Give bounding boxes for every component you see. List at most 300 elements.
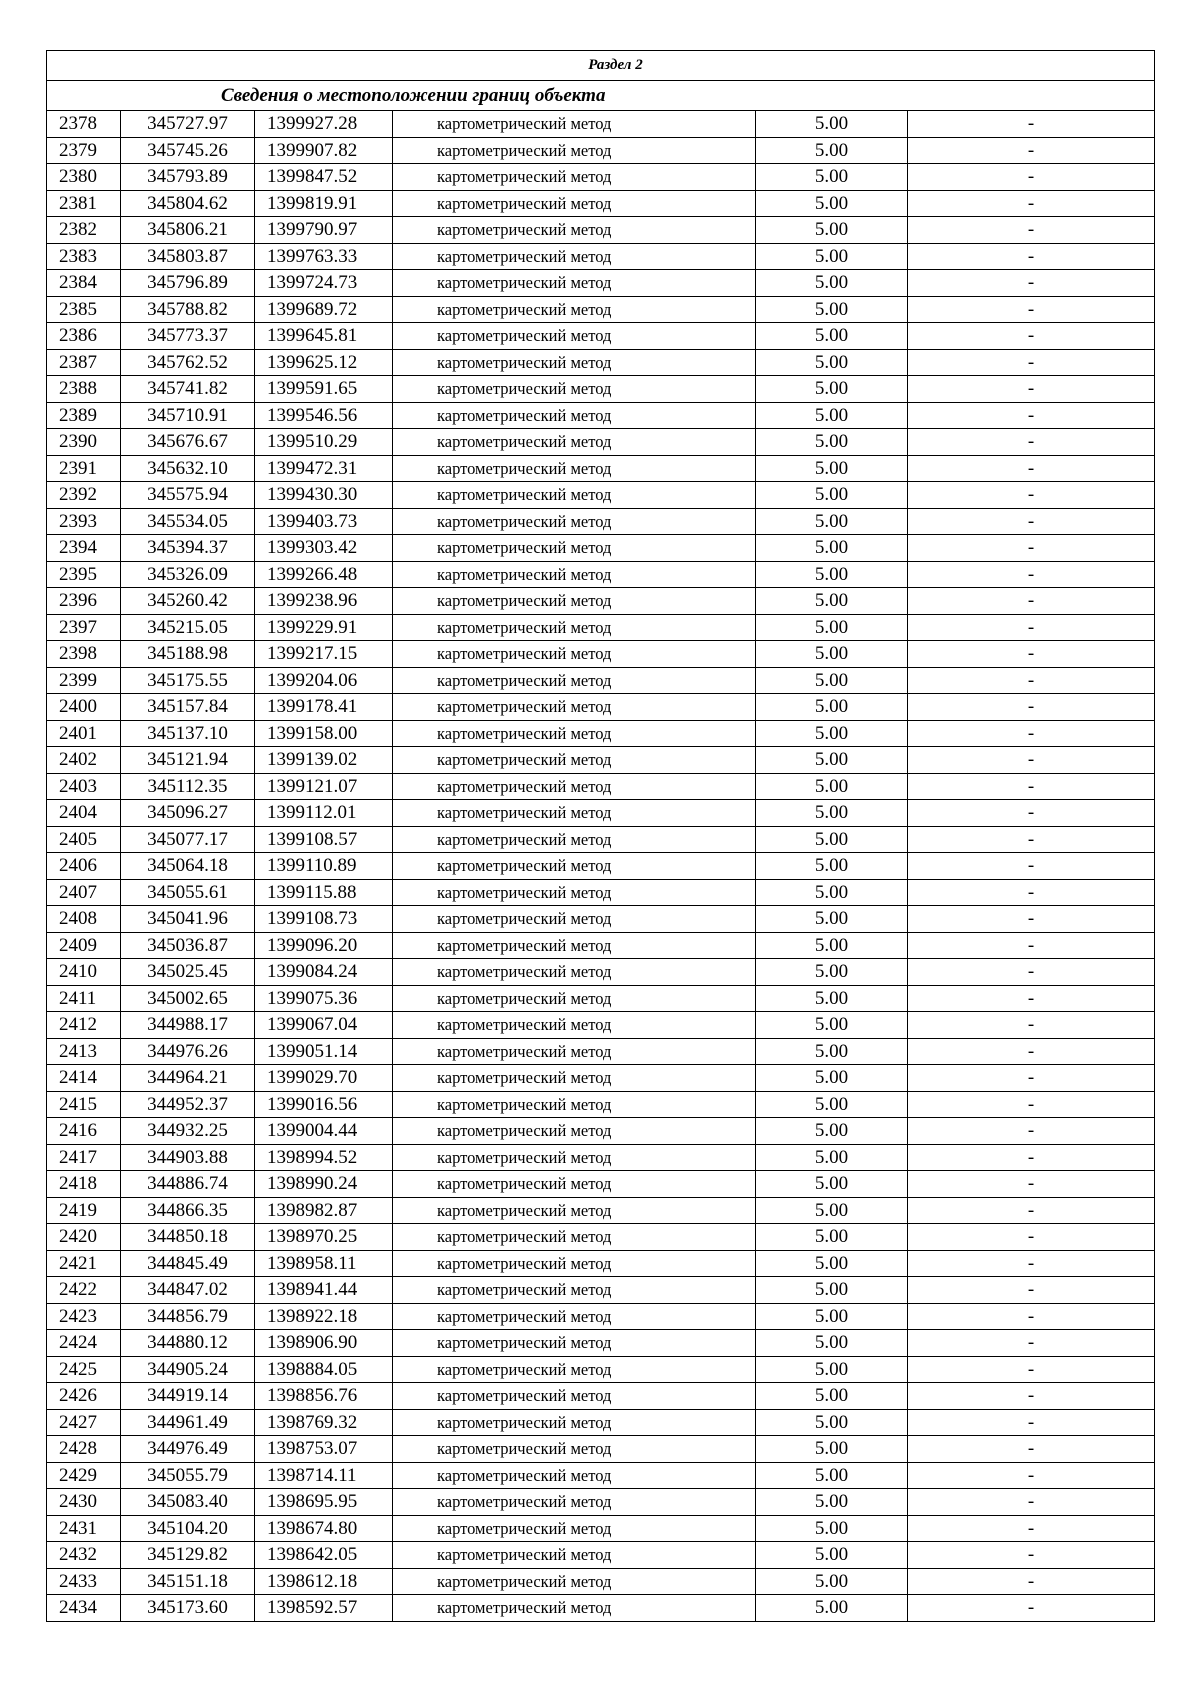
accuracy-cell: 5.00 [756, 747, 908, 774]
coord-y-cell: 1398592.57 [255, 1595, 393, 1622]
method-cell: картометрический метод [393, 137, 756, 164]
description-cell: - [908, 296, 1155, 323]
method-cell: картометрический метод [393, 455, 756, 482]
description-cell: - [908, 879, 1155, 906]
table-row [47, 641, 1155, 668]
method-cell: картометрический метод [393, 985, 756, 1012]
coord-x-cell: 345188.98 [121, 641, 255, 668]
coord-y-cell: 1399204.06 [255, 667, 393, 694]
point-number-cell: 2394 [47, 535, 121, 562]
table-row [47, 1409, 1155, 1436]
description-cell: - [908, 1436, 1155, 1463]
coord-y-cell: 1399178.41 [255, 694, 393, 721]
coord-x-cell: 344919.14 [121, 1383, 255, 1410]
point-number-cell: 2419 [47, 1197, 121, 1224]
method-cell: картометрический метод [393, 1012, 756, 1039]
accuracy-cell: 5.00 [756, 1489, 908, 1516]
coord-x-cell: 344988.17 [121, 1012, 255, 1039]
coord-x-cell: 345575.94 [121, 482, 255, 509]
accuracy-cell: 5.00 [756, 455, 908, 482]
table-row [47, 1171, 1155, 1198]
accuracy-cell: 5.00 [756, 137, 908, 164]
point-number-cell: 2408 [47, 906, 121, 933]
accuracy-cell: 5.00 [756, 508, 908, 535]
description-cell: - [908, 1409, 1155, 1436]
description-cell: - [908, 641, 1155, 668]
description-cell: - [908, 773, 1155, 800]
point-number-cell: 2428 [47, 1436, 121, 1463]
description-cell: - [908, 853, 1155, 880]
table-row [47, 376, 1155, 403]
method-cell: картометрический метод [393, 906, 756, 933]
coord-y-cell: 1398753.07 [255, 1436, 393, 1463]
point-number-cell: 2410 [47, 959, 121, 986]
accuracy-cell: 5.00 [756, 323, 908, 350]
table-row [47, 1462, 1155, 1489]
table-row [47, 667, 1155, 694]
method-cell: картометрический метод [393, 323, 756, 350]
point-number-cell: 2395 [47, 561, 121, 588]
coord-x-cell: 345157.84 [121, 694, 255, 721]
method-cell: картометрический метод [393, 667, 756, 694]
accuracy-cell: 5.00 [756, 270, 908, 297]
point-number-cell: 2400 [47, 694, 121, 721]
method-cell: картометрический метод [393, 561, 756, 588]
method-cell: картометрический метод [393, 1568, 756, 1595]
table-row [47, 932, 1155, 959]
method-cell: картометрический метод [393, 217, 756, 244]
description-cell: - [908, 429, 1155, 456]
method-cell: картометрический метод [393, 588, 756, 615]
method-cell: картометрический метод [393, 270, 756, 297]
table-row [47, 349, 1155, 376]
point-number-cell: 2392 [47, 482, 121, 509]
section-label-row [47, 51, 1155, 81]
point-number-cell: 2431 [47, 1515, 121, 1542]
table-row [47, 1356, 1155, 1383]
coord-y-cell: 1399110.89 [255, 853, 393, 880]
accuracy-cell: 5.00 [756, 1091, 908, 1118]
point-number-cell: 2388 [47, 376, 121, 403]
table-row [47, 164, 1155, 191]
coord-x-cell: 345215.05 [121, 614, 255, 641]
accuracy-cell: 5.00 [756, 429, 908, 456]
method-cell: картометрический метод [393, 773, 756, 800]
description-cell: - [908, 137, 1155, 164]
description-cell: - [908, 1144, 1155, 1171]
method-cell: картометрический метод [393, 1383, 756, 1410]
accuracy-cell: 5.00 [756, 1356, 908, 1383]
coord-x-cell: 345793.89 [121, 164, 255, 191]
coord-x-cell: 345112.35 [121, 773, 255, 800]
method-cell: картометрический метод [393, 694, 756, 721]
coord-x-cell: 344847.02 [121, 1277, 255, 1304]
description-cell: - [908, 800, 1155, 827]
description-cell: - [908, 535, 1155, 562]
point-number-cell: 2427 [47, 1409, 121, 1436]
coord-y-cell: 1398612.18 [255, 1568, 393, 1595]
method-cell: картометрический метод [393, 1356, 756, 1383]
table-row [47, 1224, 1155, 1251]
description-cell: - [908, 747, 1155, 774]
description-cell: - [908, 164, 1155, 191]
accuracy-cell: 5.00 [756, 561, 908, 588]
description-cell: - [908, 826, 1155, 853]
point-number-cell: 2430 [47, 1489, 121, 1516]
table-row [47, 1277, 1155, 1304]
point-number-cell: 2411 [47, 985, 121, 1012]
coord-y-cell: 1398958.11 [255, 1250, 393, 1277]
point-number-cell: 2385 [47, 296, 121, 323]
table-row [47, 1091, 1155, 1118]
point-number-cell: 2424 [47, 1330, 121, 1357]
table-row [47, 1250, 1155, 1277]
description-cell: - [908, 959, 1155, 986]
coord-x-cell: 345803.87 [121, 243, 255, 270]
coord-x-cell: 345173.60 [121, 1595, 255, 1622]
coord-x-cell: 345077.17 [121, 826, 255, 853]
method-cell: картометрический метод [393, 508, 756, 535]
description-cell: - [908, 561, 1155, 588]
coord-y-cell: 1399591.65 [255, 376, 393, 403]
method-cell: картометрический метод [393, 1409, 756, 1436]
coord-x-cell: 345326.09 [121, 561, 255, 588]
table-row [47, 1515, 1155, 1542]
description-cell: - [908, 111, 1155, 138]
method-cell: картометрический метод [393, 429, 756, 456]
method-cell: картометрический метод [393, 164, 756, 191]
point-number-cell: 2399 [47, 667, 121, 694]
method-cell: картометрический метод [393, 243, 756, 270]
coord-y-cell: 1398922.18 [255, 1303, 393, 1330]
table-row [47, 190, 1155, 217]
accuracy-cell: 5.00 [756, 879, 908, 906]
method-cell: картометрический метод [393, 1277, 756, 1304]
coord-y-cell: 1398906.90 [255, 1330, 393, 1357]
description-cell: - [908, 1171, 1155, 1198]
method-cell: картометрический метод [393, 1144, 756, 1171]
point-number-cell: 2432 [47, 1542, 121, 1569]
method-cell: картометрический метод [393, 614, 756, 641]
coord-y-cell: 1399907.82 [255, 137, 393, 164]
method-cell: картометрический метод [393, 1595, 756, 1622]
table-row [47, 720, 1155, 747]
accuracy-cell: 5.00 [756, 1595, 908, 1622]
accuracy-cell: 5.00 [756, 1542, 908, 1569]
table-row [47, 402, 1155, 429]
accuracy-cell: 5.00 [756, 296, 908, 323]
coord-y-cell: 1398769.32 [255, 1409, 393, 1436]
accuracy-cell: 5.00 [756, 1436, 908, 1463]
description-cell: - [908, 1330, 1155, 1357]
description-cell: - [908, 614, 1155, 641]
point-number-cell: 2422 [47, 1277, 121, 1304]
coord-y-cell: 1399430.30 [255, 482, 393, 509]
table-row [47, 1595, 1155, 1622]
point-number-cell: 2406 [47, 853, 121, 880]
coord-x-cell: 345096.27 [121, 800, 255, 827]
description-cell: - [908, 323, 1155, 350]
point-number-cell: 2407 [47, 879, 121, 906]
accuracy-cell: 5.00 [756, 826, 908, 853]
description-cell: - [908, 1303, 1155, 1330]
coord-x-cell: 345083.40 [121, 1489, 255, 1516]
coord-x-cell: 345804.62 [121, 190, 255, 217]
description-cell: - [908, 906, 1155, 933]
method-cell: картометрический метод [393, 879, 756, 906]
method-cell: картометрический метод [393, 1065, 756, 1092]
coord-x-cell: 345796.89 [121, 270, 255, 297]
coord-x-cell: 344976.26 [121, 1038, 255, 1065]
description-cell: - [908, 1038, 1155, 1065]
accuracy-cell: 5.00 [756, 482, 908, 509]
method-cell: картометрический метод [393, 376, 756, 403]
point-number-cell: 2415 [47, 1091, 121, 1118]
point-number-cell: 2391 [47, 455, 121, 482]
description-cell: - [908, 1118, 1155, 1145]
method-cell: картометрический метод [393, 1303, 756, 1330]
table-row [47, 773, 1155, 800]
accuracy-cell: 5.00 [756, 1462, 908, 1489]
table-row [47, 985, 1155, 1012]
point-number-cell: 2396 [47, 588, 121, 615]
table-row [47, 853, 1155, 880]
method-cell: картометрический метод [393, 1436, 756, 1463]
description-cell: - [908, 349, 1155, 376]
table-row [47, 1038, 1155, 1065]
coord-y-cell: 1399108.57 [255, 826, 393, 853]
description-cell: - [908, 190, 1155, 217]
description-cell: - [908, 270, 1155, 297]
coord-y-cell: 1399403.73 [255, 508, 393, 535]
accuracy-cell: 5.00 [756, 773, 908, 800]
coord-y-cell: 1399763.33 [255, 243, 393, 270]
method-cell: картометрический метод [393, 1171, 756, 1198]
coord-y-cell: 1398884.05 [255, 1356, 393, 1383]
method-cell: картометрический метод [393, 296, 756, 323]
method-cell: картометрический метод [393, 1330, 756, 1357]
point-number-cell: 2414 [47, 1065, 121, 1092]
accuracy-cell: 5.00 [756, 800, 908, 827]
coord-x-cell: 344905.24 [121, 1356, 255, 1383]
table-row [47, 137, 1155, 164]
point-number-cell: 2390 [47, 429, 121, 456]
coord-x-cell: 345260.42 [121, 588, 255, 615]
table-row [47, 482, 1155, 509]
table-row [47, 1568, 1155, 1595]
point-number-cell: 2405 [47, 826, 121, 853]
accuracy-cell: 5.00 [756, 376, 908, 403]
table-row [47, 1065, 1155, 1092]
coord-y-cell: 1398941.44 [255, 1277, 393, 1304]
coord-x-cell: 345104.20 [121, 1515, 255, 1542]
method-cell: картометрический метод [393, 1224, 756, 1251]
coord-y-cell: 1398990.24 [255, 1171, 393, 1198]
accuracy-cell: 5.00 [756, 906, 908, 933]
description-cell: - [908, 985, 1155, 1012]
coord-x-cell: 345041.96 [121, 906, 255, 933]
method-cell: картометрический метод [393, 1091, 756, 1118]
method-cell: картометрический метод [393, 535, 756, 562]
description-cell: - [908, 1595, 1155, 1622]
coord-y-cell: 1398856.76 [255, 1383, 393, 1410]
coord-y-cell: 1398970.25 [255, 1224, 393, 1251]
method-cell: картометрический метод [393, 349, 756, 376]
method-cell: картометрический метод [393, 1197, 756, 1224]
description-cell: - [908, 1356, 1155, 1383]
method-cell: картометрический метод [393, 1542, 756, 1569]
coord-x-cell: 345788.82 [121, 296, 255, 323]
description-cell: - [908, 694, 1155, 721]
coord-x-cell: 345121.94 [121, 747, 255, 774]
coord-y-cell: 1399108.73 [255, 906, 393, 933]
coord-y-cell: 1399004.44 [255, 1118, 393, 1145]
description-cell: - [908, 1250, 1155, 1277]
accuracy-cell: 5.00 [756, 614, 908, 641]
description-cell: - [908, 1091, 1155, 1118]
coord-y-cell: 1398695.95 [255, 1489, 393, 1516]
coord-x-cell: 345745.26 [121, 137, 255, 164]
accuracy-cell: 5.00 [756, 1038, 908, 1065]
table-row [47, 296, 1155, 323]
accuracy-cell: 5.00 [756, 1171, 908, 1198]
accuracy-cell: 5.00 [756, 349, 908, 376]
point-number-cell: 2403 [47, 773, 121, 800]
coord-x-cell: 344976.49 [121, 1436, 255, 1463]
coord-y-cell: 1398714.11 [255, 1462, 393, 1489]
coord-x-cell: 345394.37 [121, 535, 255, 562]
accuracy-cell: 5.00 [756, 588, 908, 615]
description-cell: - [908, 1277, 1155, 1304]
accuracy-cell: 5.00 [756, 694, 908, 721]
point-number-cell: 2413 [47, 1038, 121, 1065]
method-cell: картометрический метод [393, 1515, 756, 1542]
coord-x-cell: 344850.18 [121, 1224, 255, 1251]
description-cell: - [908, 1012, 1155, 1039]
accuracy-cell: 5.00 [756, 190, 908, 217]
accuracy-cell: 5.00 [756, 1118, 908, 1145]
coord-x-cell: 345676.67 [121, 429, 255, 456]
coord-x-cell: 345175.55 [121, 667, 255, 694]
coord-y-cell: 1399112.01 [255, 800, 393, 827]
coord-x-cell: 345727.97 [121, 111, 255, 138]
accuracy-cell: 5.00 [756, 1409, 908, 1436]
point-number-cell: 2420 [47, 1224, 121, 1251]
accuracy-cell: 5.00 [756, 535, 908, 562]
coord-x-cell: 344845.49 [121, 1250, 255, 1277]
method-cell: картометрический метод [393, 959, 756, 986]
coord-x-cell: 344952.37 [121, 1091, 255, 1118]
coord-y-cell: 1399051.14 [255, 1038, 393, 1065]
accuracy-cell: 5.00 [756, 959, 908, 986]
table-row [47, 217, 1155, 244]
method-cell: картометрический метод [393, 1462, 756, 1489]
coord-y-cell: 1399790.97 [255, 217, 393, 244]
coord-y-cell: 1399303.42 [255, 535, 393, 562]
coord-x-cell: 344964.21 [121, 1065, 255, 1092]
description-cell: - [908, 455, 1155, 482]
coord-y-cell: 1398994.52 [255, 1144, 393, 1171]
coord-y-cell: 1399029.70 [255, 1065, 393, 1092]
table-row [47, 826, 1155, 853]
accuracy-cell: 5.00 [756, 985, 908, 1012]
coord-y-cell: 1399847.52 [255, 164, 393, 191]
coord-y-cell: 1399229.91 [255, 614, 393, 641]
point-number-cell: 2398 [47, 641, 121, 668]
accuracy-cell: 5.00 [756, 932, 908, 959]
point-number-cell: 2401 [47, 720, 121, 747]
description-cell: - [908, 1197, 1155, 1224]
table-row [47, 906, 1155, 933]
coord-y-cell: 1399625.12 [255, 349, 393, 376]
description-cell: - [908, 217, 1155, 244]
description-cell: - [908, 1383, 1155, 1410]
accuracy-cell: 5.00 [756, 1568, 908, 1595]
method-cell: картометрический метод [393, 1118, 756, 1145]
table-row [47, 429, 1155, 456]
table-row [47, 243, 1155, 270]
accuracy-cell: 5.00 [756, 1065, 908, 1092]
coord-x-cell: 345055.79 [121, 1462, 255, 1489]
method-cell: картометрический метод [393, 747, 756, 774]
point-number-cell: 2416 [47, 1118, 121, 1145]
accuracy-cell: 5.00 [756, 164, 908, 191]
section-label: Раздел 2 [47, 51, 1155, 81]
coord-y-cell: 1399546.56 [255, 402, 393, 429]
coord-x-cell: 345710.91 [121, 402, 255, 429]
coord-y-cell: 1399510.29 [255, 429, 393, 456]
method-cell: картометрический метод [393, 826, 756, 853]
coord-y-cell: 1398642.05 [255, 1542, 393, 1569]
accuracy-cell: 5.00 [756, 1224, 908, 1251]
coord-x-cell: 345151.18 [121, 1568, 255, 1595]
coord-x-cell: 345036.87 [121, 932, 255, 959]
coord-x-cell: 345762.52 [121, 349, 255, 376]
table-row [47, 1436, 1155, 1463]
coord-y-cell: 1399472.31 [255, 455, 393, 482]
table-row [47, 270, 1155, 297]
description-cell: - [908, 402, 1155, 429]
description-cell: - [908, 588, 1155, 615]
coord-x-cell: 345025.45 [121, 959, 255, 986]
coord-x-cell: 345055.61 [121, 879, 255, 906]
table-row [47, 111, 1155, 138]
coord-x-cell: 345064.18 [121, 853, 255, 880]
description-cell: - [908, 243, 1155, 270]
method-cell: картометрический метод [393, 720, 756, 747]
table-row [47, 747, 1155, 774]
coord-x-cell: 345632.10 [121, 455, 255, 482]
coord-y-cell: 1399724.73 [255, 270, 393, 297]
method-cell: картометрический метод [393, 641, 756, 668]
method-cell: картометрический метод [393, 1250, 756, 1277]
table-row [47, 1383, 1155, 1410]
section-title-row [47, 81, 1155, 111]
point-number-cell: 2387 [47, 349, 121, 376]
table-row [47, 694, 1155, 721]
coord-x-cell: 345129.82 [121, 1542, 255, 1569]
description-cell: - [908, 1568, 1155, 1595]
point-number-cell: 2379 [47, 137, 121, 164]
coord-y-cell: 1399266.48 [255, 561, 393, 588]
point-number-cell: 2426 [47, 1383, 121, 1410]
coord-x-cell: 344903.88 [121, 1144, 255, 1171]
description-cell: - [908, 1065, 1155, 1092]
coord-y-cell: 1399238.96 [255, 588, 393, 615]
table-row [47, 1330, 1155, 1357]
coord-x-cell: 344932.25 [121, 1118, 255, 1145]
coord-y-cell: 1399645.81 [255, 323, 393, 350]
